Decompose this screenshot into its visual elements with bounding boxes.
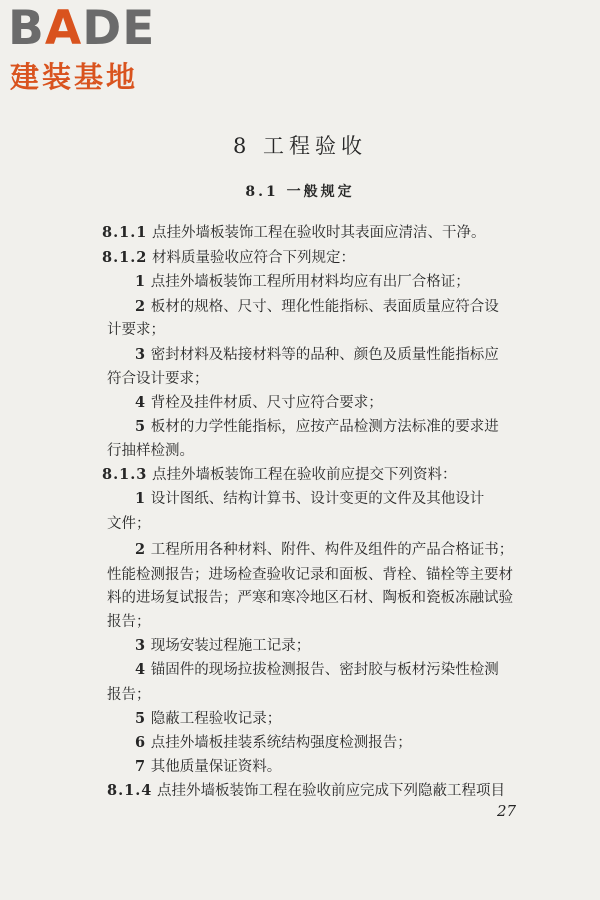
text-line: 8.1.2 材料质量验收应符合下列规定： — [102, 249, 355, 266]
text-line: 7 其他质量保证资料。 — [135, 758, 282, 775]
logo-wordmark: BADE — [8, 1, 156, 56]
chapter-title: 8 工程验收 — [232, 134, 368, 158]
text-line: 报告； — [107, 614, 151, 630]
logo-accent-letter: A — [44, 1, 83, 56]
text-line: 计要求； — [107, 322, 165, 338]
logo-subtitle: 建装基地 — [10, 60, 139, 94]
text-line: 5 板材的力学性能指标，应按产品检测方法标准的要求进 — [135, 418, 499, 435]
page-number: 27 — [497, 802, 517, 820]
text-line: 3 现场安装过程施工记录； — [135, 637, 311, 654]
text-line: 1 设计图纸、结构计算书、设计变更的文件及其他设计 — [135, 490, 485, 507]
text-line: 2 板材的规格、尺寸、理化性能指标、表面质量应符合设 — [135, 298, 499, 315]
section-title: 8.1 一般规定 — [245, 184, 355, 200]
text-line: 文件； — [107, 516, 151, 532]
text-line: 6 点挂外墙板挂装系统结构强度检测报告； — [135, 734, 412, 751]
text-line: 4 背栓及挂件材质、尺寸应符合要求； — [135, 394, 383, 411]
text-line: 符合设计要求； — [107, 371, 209, 387]
text-line: 4 锚固件的现场拉拔检测报告、密封胶与板材污染性检测 — [135, 661, 499, 678]
text-line: 2 工程所用各种材料、附件、构件及组件的产品合格证书； — [135, 541, 514, 558]
text-line: 8.1.3 点挂外墙板装饰工程在验收前应提交下列资料： — [102, 466, 457, 483]
text-line: 8.1.1 点挂外墙板装饰工程在验收时其表面应清洁、干净。 — [102, 224, 486, 241]
text-line: 行抽样检测。 — [107, 443, 194, 459]
text-line: 料的进场复试报告；严寒和寒冷地区石材、陶板和瓷板冻融试验 — [107, 590, 513, 606]
text-line: 1 点挂外墙板装饰工程所用材料均应有出厂合格证； — [135, 273, 470, 290]
text-line: 报告； — [107, 687, 151, 703]
text-line: 3 密封材料及粘接材料等的品种、颜色及质量性能指标应 — [135, 346, 499, 363]
text-line: 8.1.4 点挂外墙板装饰工程在验收前应完成下列隐蔽工程项目 — [107, 782, 505, 799]
text-line: 5 隐蔽工程验收记录； — [135, 710, 282, 727]
text-line: 性能检测报告；进场检查验收记录和面板、背栓、锚栓等主要材 — [107, 567, 513, 583]
bade-logo — [8, 1, 178, 96]
